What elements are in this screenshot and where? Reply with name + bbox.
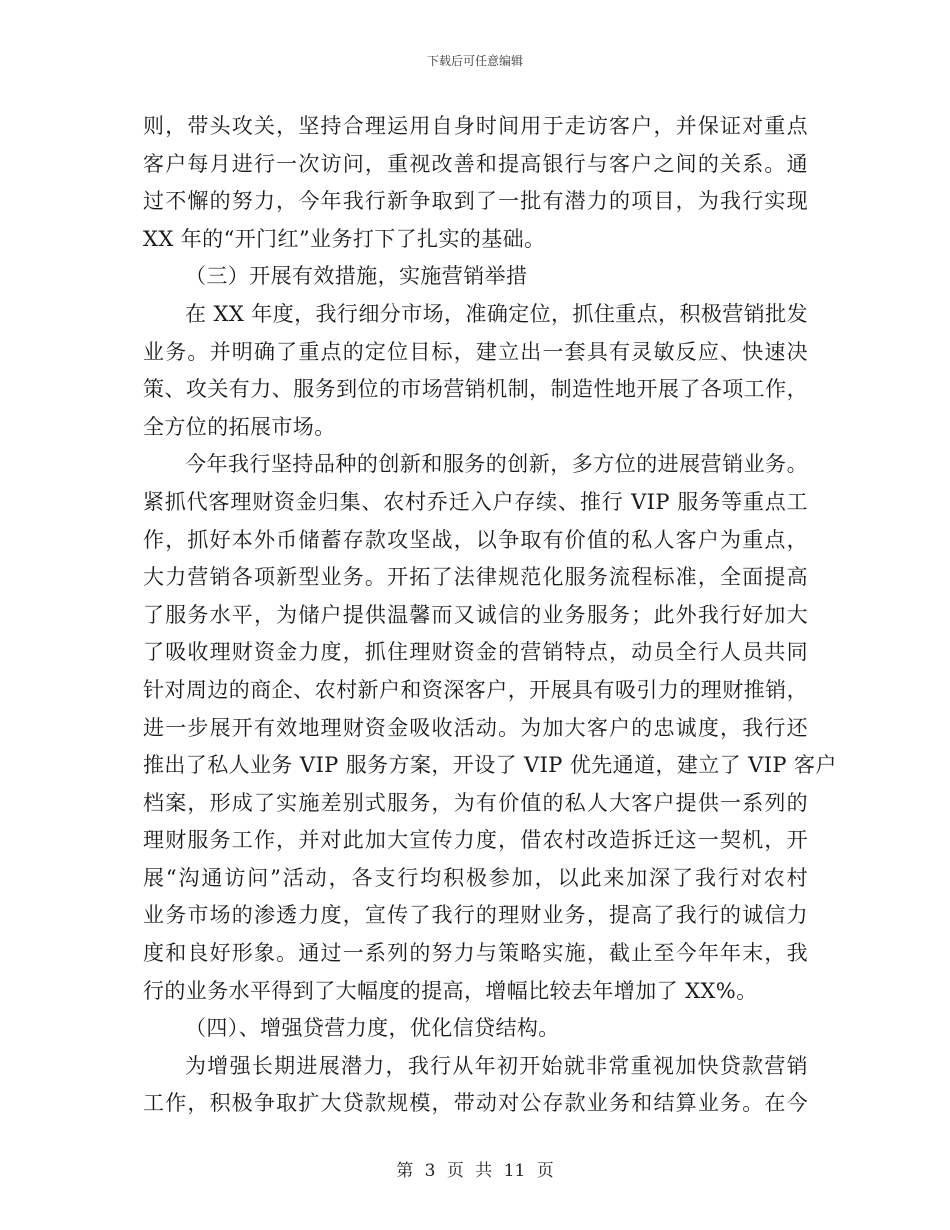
body-line: 大力营销各项新型业务。开拓了法律规范化服务流程标准，全面提高	[143, 565, 808, 590]
body-line: 全方位的拓展市场。	[143, 414, 336, 439]
body-line: 了服务水平，为储户提供温馨而又诚信的业务服务；此外我行好加大	[143, 602, 808, 627]
body-line: 工作，积极争取扩大贷款规模，带动对公存款业务和结算业务。在今	[143, 1091, 808, 1116]
body-line: 为增强长期进展潜力，我行从年初开始就非常重视加快贷款营销	[185, 1053, 808, 1078]
body-line: 度和良好形象。通过一系列的努力与策略实施，截止至今年年末，我	[143, 941, 808, 966]
body-line: 理财服务工作，并对此加大宣传力度，借农村改造拆迁这一契机，开	[143, 828, 808, 853]
document-body	[143, 108, 837, 1123]
body-line: 针对周边的商企、农村新户和资深客户，开展具有吸引力的理财推销，	[143, 677, 808, 702]
body-line: 业务。并明确了重点的定位目标，建立出一套具有灵敏反应、快速决	[143, 339, 808, 364]
body-line: 展“沟通访问”活动，各支行均积极参加，以此来加深了我行对农村	[143, 865, 808, 890]
body-line: 今年我行坚持品种的创新和服务的创新，多方位的进展营销业务。	[185, 452, 808, 477]
body-line: 推出了私人业务 VIP 服务方案，开设了 VIP 优先通道，建立了 VIP 客户	[143, 753, 837, 778]
body-line: （三）开展有效措施，实施营销举措	[185, 264, 528, 289]
body-line: 在 XX 年度，我行细分市场，准确定位，抓住重点，积极营销批发	[185, 301, 808, 326]
body-line: 进一步展开有效地理财资金吸收活动。为加大客户的忠诚度，我行还	[143, 715, 808, 740]
body-line: 紧抓代客理财资金归集、农村乔迁入户存续、推行 VIP 服务等重点工	[143, 489, 808, 514]
body-line: XX 年的“开门红”业务打下了扎实的基础。	[143, 226, 546, 251]
body-line: 客户每月进行一次访问，重视改善和提高银行与客户之间的关系。通	[143, 151, 808, 176]
body-line: （四）、增强贷营力度，优化信贷结构。	[185, 1016, 560, 1041]
body-line: 了吸收理财资金力度，抓住理财资金的营销特点，动员全行人员共同	[143, 640, 808, 665]
body-line: 策、攻关有力、服务到位的市场营销机制，制造性地开展了各项工作，	[143, 377, 808, 402]
body-line: 业务市场的渗透力度，宣传了我行的理财业务，提高了我行的诚信力	[143, 903, 808, 928]
body-line: 行的业务水平得到了大幅度的提高，增幅比较去年增加了 XX%。	[143, 978, 758, 1003]
body-line: 则，带头攻关，坚持合理运用自身时间用于走访客户，并保证对重点	[143, 114, 808, 138]
page-header-note: 下载后可任意编辑	[426, 54, 523, 68]
body-line: 过不懈的努力，今年我行新争取到了一批有潜力的项目，为我行实现	[143, 189, 808, 214]
page-number: 第 3 页 共 11 页	[396, 1161, 554, 1181]
body-line: 档案，形成了实施差别式服务，为有价值的私人大客户提供一系列的	[143, 790, 808, 815]
body-line: 作，抓好本外币储蓄存款攻坚战，以争取有价值的私人客户为重点，	[143, 527, 808, 552]
